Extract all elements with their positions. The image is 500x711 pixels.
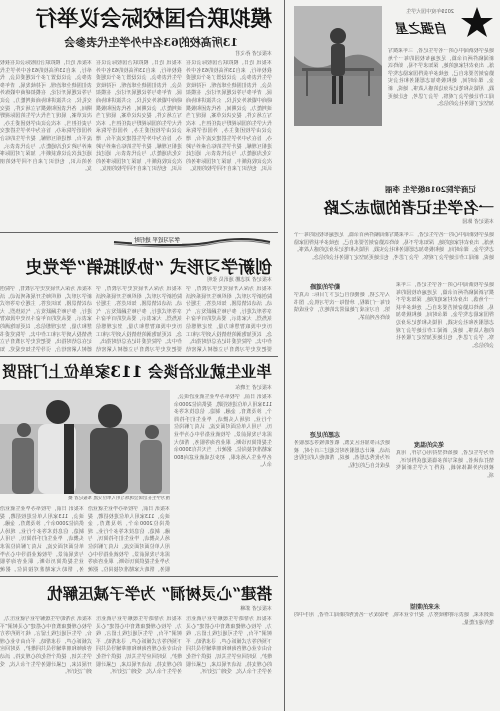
feature-section-1-text: 入学之初，她便给自己定下了目标：认真学好每一门课程，珍惜每一次学习机会。图书馆、自习室成了她最常去的地方，专业成绩始终名列前茅。 xyxy=(294,292,390,321)
student-portrait-image xyxy=(294,6,382,126)
jobs-byline: 本报记者 王晓东 xyxy=(235,385,272,391)
rule-1 xyxy=(0,232,278,233)
conference-body-col1: 本报讯 近日，模拟联合国校际会议在我校举行，来自13所高校的63名中外学生代表参会。会议设置了多个议题委员会，代表们围绕全球治理、可持续发展、青年参与等议题展开讨论，在模拟磋商中锻炼外交礼仪、公共演讲和协商谈判能力。会议期间，各代表团积极撰写立场文件，提交决议草案，展现了当代大学生的国际视野与责任担当。本次会议由学校团委主办，外国语学院承办，旨在为中外学生搭建交流平台，增进相互理解，提升学生的综合素养与跨文化沟通能力。与会代表表示，通过此次会议收获颇丰，加深了对国际事务的认识，也结识了来自不同学校的朋友。 xyxy=(186,60,272,173)
learning-body-col1: 本报讯 为深入开展党史学习教育，学院创新学习形式，组织师生开展系列活动。活动以情景剧、知识竞答、主题分享等形式进行，参与师生踊跃发言，气氛热烈。大家表示，要从党的百年奋斗历史中汲取智慧和力量，坚定理想信念，以更加饱满的热情投入到学习和工作中去。学院党委书记在总结时指出，要把党史学习教育与立德树人紧密结 xyxy=(186,286,272,352)
psych-body-col1: 本报讯 为帮助学生缓解学业与就业压力，学校心理健康教育中心搭建“心灵树洞”平台，学生可通过线上留言、线下预约等方式倾诉心声、寻求帮助。平台由专业心理咨询师和朋辈辅导员共同维护，及时回应学生关切，提供个性化的心理支持。活动开展以来，已累计服务学生千余人次，受到广泛好评。 xyxy=(186,616,272,676)
psych-byline: 本报记者 郭琳 xyxy=(240,606,272,612)
psych-body-col2: 本报讯 为帮助学生缓解学业与就业压力，学校心理健康教育中心搭建“心灵树洞”平台，学生可通过线上留言、线下预约等方式倾诉心声、寻求帮助。平台由专业心理咨询师和朋辈辅导员共同维护，及时回应学生关切，提供个性化的心理支持。活动开展以来，已累计服务学生千余人次，受到广泛好评。 xyxy=(96,616,182,676)
learning-column-label: 学习习近平 进行时 xyxy=(134,238,180,244)
jobs-headline: 毕业生就业洽谈会 113家单位上门招贤 xyxy=(1,362,272,381)
psych-body-col3: 本报讯 为帮助学生缓解学业与就业压力，学校心理健康教育中心搭建“心灵树洞”平台，学生可通过线上留言、线下预约等方式倾诉心声、寻求帮助。平台由专业心理咨询师和朋辈辅导员共同维护，及时回应学生关切，提供个性化的心理支持。活动开展以来，已累计服务学生千余人次，受到广泛好评。 xyxy=(0,616,92,676)
feature-section-2-text: 她先后参加社区支教、敬老助残等志愿服务活动，累计志愿服务时长超过三百小时，被评为优秀志愿者。她说，帮助他人的过程也是成长自己的过程。 xyxy=(294,440,390,469)
jobs-photo-caption: 图为学生在洽谈会现场与用人单位交流 本报记者 摄 xyxy=(68,496,170,501)
learning-byline: 本报记者 刘志鹏 通讯员 张明 xyxy=(207,277,272,283)
jobs-body-col2: 本报讯 日前，学校举办毕业生就业洽谈会，113家用人单位进校招聘，提供岗位2000余个，涉及教育、金融、制造、信息技术等多个行业。现场人头攒动，毕业生们手持简历，与用人单位面对面交流，认真了解岗位需求与发展前景。学校就业指导中心为毕业生提供简历诊断、职业咨询等服务，帮助大家精准对接岗位。据统 xyxy=(88,506,170,572)
jobs-body-col3: 本报讯 日前，学校举办毕业生就业洽谈会，113家用人单位进校招聘，提供岗位2000余个，涉及教育、金融、制造、信息技术等多个行业。现场人头攒动，毕业生们手持简历，与用人单位面对面交流，认真了解岗位需求与发展前景。学校就业指导中心为毕业生提供简历诊断、职业咨询等服务，帮助大家精准对接岗位。据统 xyxy=(0,506,84,572)
award-kicker-small: 2019年度中国大学生 xyxy=(406,9,454,15)
column-divider xyxy=(284,0,285,711)
job-fair-image xyxy=(0,390,170,494)
learning-headline: 创新学习形式 “协划抵销”学党史 xyxy=(25,258,272,278)
feature-section-3-text: 作为学生记者，她始终坚持用心写作，用真情打动读者。她采写的多篇报道获得好评，被校内外媒体转载，获得了大学生新闻奖项。 xyxy=(396,450,494,479)
feature-col-text-a: 她是学校新闻中心的一名学生记者，三年来撰写新闻稿件两百余篇，足迹遍布校园的每一个角落。出身农村家庭的她，深知求学不易，始终以勤奋刻苦要求自己，连续多年获得国家励志奖学金。课余时间，她积极参加志愿服务和社会实践，用镜头和笔记录身边的感人故事。她说，新闻工作让她学会了观察、学会了思考，也让她更加坚定了服务社会的信念。 xyxy=(396,282,494,349)
award-badge xyxy=(390,4,494,46)
feature-intro-text: 她是学校新闻中心的一名学生记者，三年来撰写新闻稿件两百余篇，足迹遍布校园的每一个角落。出身农村家庭的她，深知求学不易，始终以勤奋刻苦要求自己，连续多年获得国家励志奖学金。课余时间，她积极参加志愿服务和社会实践，用镜头和笔记录身边的感人故事。她说，新闻工作让她学会了观察、学会了思考，也让她更加坚定了服务社会的信念。 xyxy=(388,48,494,108)
feature-byline: 本报记者 陈园 xyxy=(462,219,494,225)
learning-body-col3: 本报讯 为深入开展党史学习教育，学院创新学习形式，组织师生开展系列活动。活动以情景剧、知识竞答、主题分享等形式进行，参与师生踊跃发言，气氛热烈。大家表示，要从党的百年奋斗历史中汲取智慧和力量，坚定理想信念，以更加饱满的热情投入到学习和工作中去。学院党委书记在总结时指出，要把党史学习教育与立德树人紧密结合，引导学生知史爱党、知 xyxy=(0,286,92,352)
learning-body-col2: 本报讯 为深入开展党史学习教育，学院创新学习形式，组织师生开展系列活动。活动以情景剧、知识竞答、主题分享等形式进行，参与师生踊跃发言，气氛热烈。大家表示，要从党的百年奋斗历史中汲取智慧和力量，坚定理想信念，以更加饱满的热情投入到学习和工作中去。学院党委书记在总结时指出，要把党史学习教育与立德树人紧密结 xyxy=(96,286,182,352)
feature-section-4: 未来的期望 xyxy=(409,604,440,611)
conference-headline: 模拟联合国校际会议举行 xyxy=(35,7,272,32)
jobs-photo xyxy=(0,390,170,494)
conference-body-col3: 本报讯 近日，模拟联合国校际会议在我校举行，来自13所高校的63名中外学生代表参会。会议设置了多个议题委员会，代表们围绕全球治理、可持续发展、青年参与等议题展开讨论，在模拟磋商中锻炼外交礼仪、公共演讲和协商谈判能力。会议期间，各代表团积极撰写立场文件，提交决议草案，展现了当代大学生的国际视野与责任担当。本次会议由学校团委主办，外国语学院承办，旨在为中外学生搭建交流平台，增进相互理解，提升学生的综合素养与跨文化沟通能力。与会代表表示，通过此次会议收获颇丰，加深了对国际事务的认识，也结识了来自不同学校的朋友。 xyxy=(0,60,92,173)
conference-subhead: 13所高校的63名中外学生代表参会 xyxy=(64,36,238,49)
rule-3 xyxy=(0,576,278,577)
feature-photo xyxy=(294,6,382,126)
feature-section-2: 志愿的足迹 xyxy=(309,432,340,439)
conference-body-col2: 本报讯 近日，模拟联合国校际会议在我校举行，来自13所高校的63名中外学生代表参会。会议设置了多个议题委员会，代表们围绕全球治理、可持续发展、青年参与等议题展开讨论，在模拟磋商中锻炼外交礼仪、公共演讲和协商谈判能力。会议期间，各代表团积极撰写立场文件，提交决议草案，展现了当代大学生的国际视野与责任担当。本次会议由学校团委主办，外国语学院承办，旨在为中外学生搭建交流平台，增进相互理解，提升学生的综合素养与跨文化沟通能力。与会代表表示，通过此次会议收获颇丰，加深了对国际事务的认识，也结识了来自不同学校的朋友。 xyxy=(96,60,182,173)
feature-section-3: 笔尖的温度 xyxy=(413,442,444,449)
star-icon xyxy=(460,6,494,40)
jobs-body-col1: 本报讯 日前，学校举办毕业生就业洽谈会，113家用人单位进校招聘，提供岗位2000余个，涉及教育、金融、制造、信息技术等多个行业。现场人头攒动，毕业生们手持简历，与用人单位面对面交流，认真了解岗位需求与发展前景。学校就业指导中心为毕业生提供简历诊断、职业咨询等服务，帮助大家精准对接岗位。据统计，当天共有3000余名毕业生入场求职，初步达成就业意向800余人。 xyxy=(174,394,272,469)
feature-headline: 一名学生记者的励志之路 xyxy=(323,198,494,217)
rule-2 xyxy=(0,356,278,357)
feature-section-1: 勤学的道路 xyxy=(309,284,340,291)
feature-subhead: 记商学院2018级学生 李丽 xyxy=(385,185,476,194)
feature-section-4-text: 谈到未来，她表示将继续努力，提升专业本领，争取成为一名优秀的新闻工作者，用手中的笔传递正能量。 xyxy=(294,612,494,626)
award-kicker-title: 自强之星 xyxy=(395,22,448,37)
feature-body-1: 她是学校新闻中心的一名学生记者，三年来撰写新闻稿件两百余篇，足迹遍布校园的每一个角落。出身农村家庭的她，深知求学不易，始终以勤奋刻苦要求自己，连续多年获得国家励志奖学金。课余时间，她积极参加志愿服务和社会实践，用镜头和笔记录身边的感人故事。她说，新闻工作让她学会了观察、学会了思考，也让她更加坚定了服务社会的信念。 xyxy=(294,232,494,261)
conference-byline: 本报记者 孙文君 xyxy=(235,51,272,57)
psych-headline: 搭建“心灵树洞” 为学子减压解忧 xyxy=(47,584,272,603)
learning-column-banner xyxy=(112,234,272,250)
